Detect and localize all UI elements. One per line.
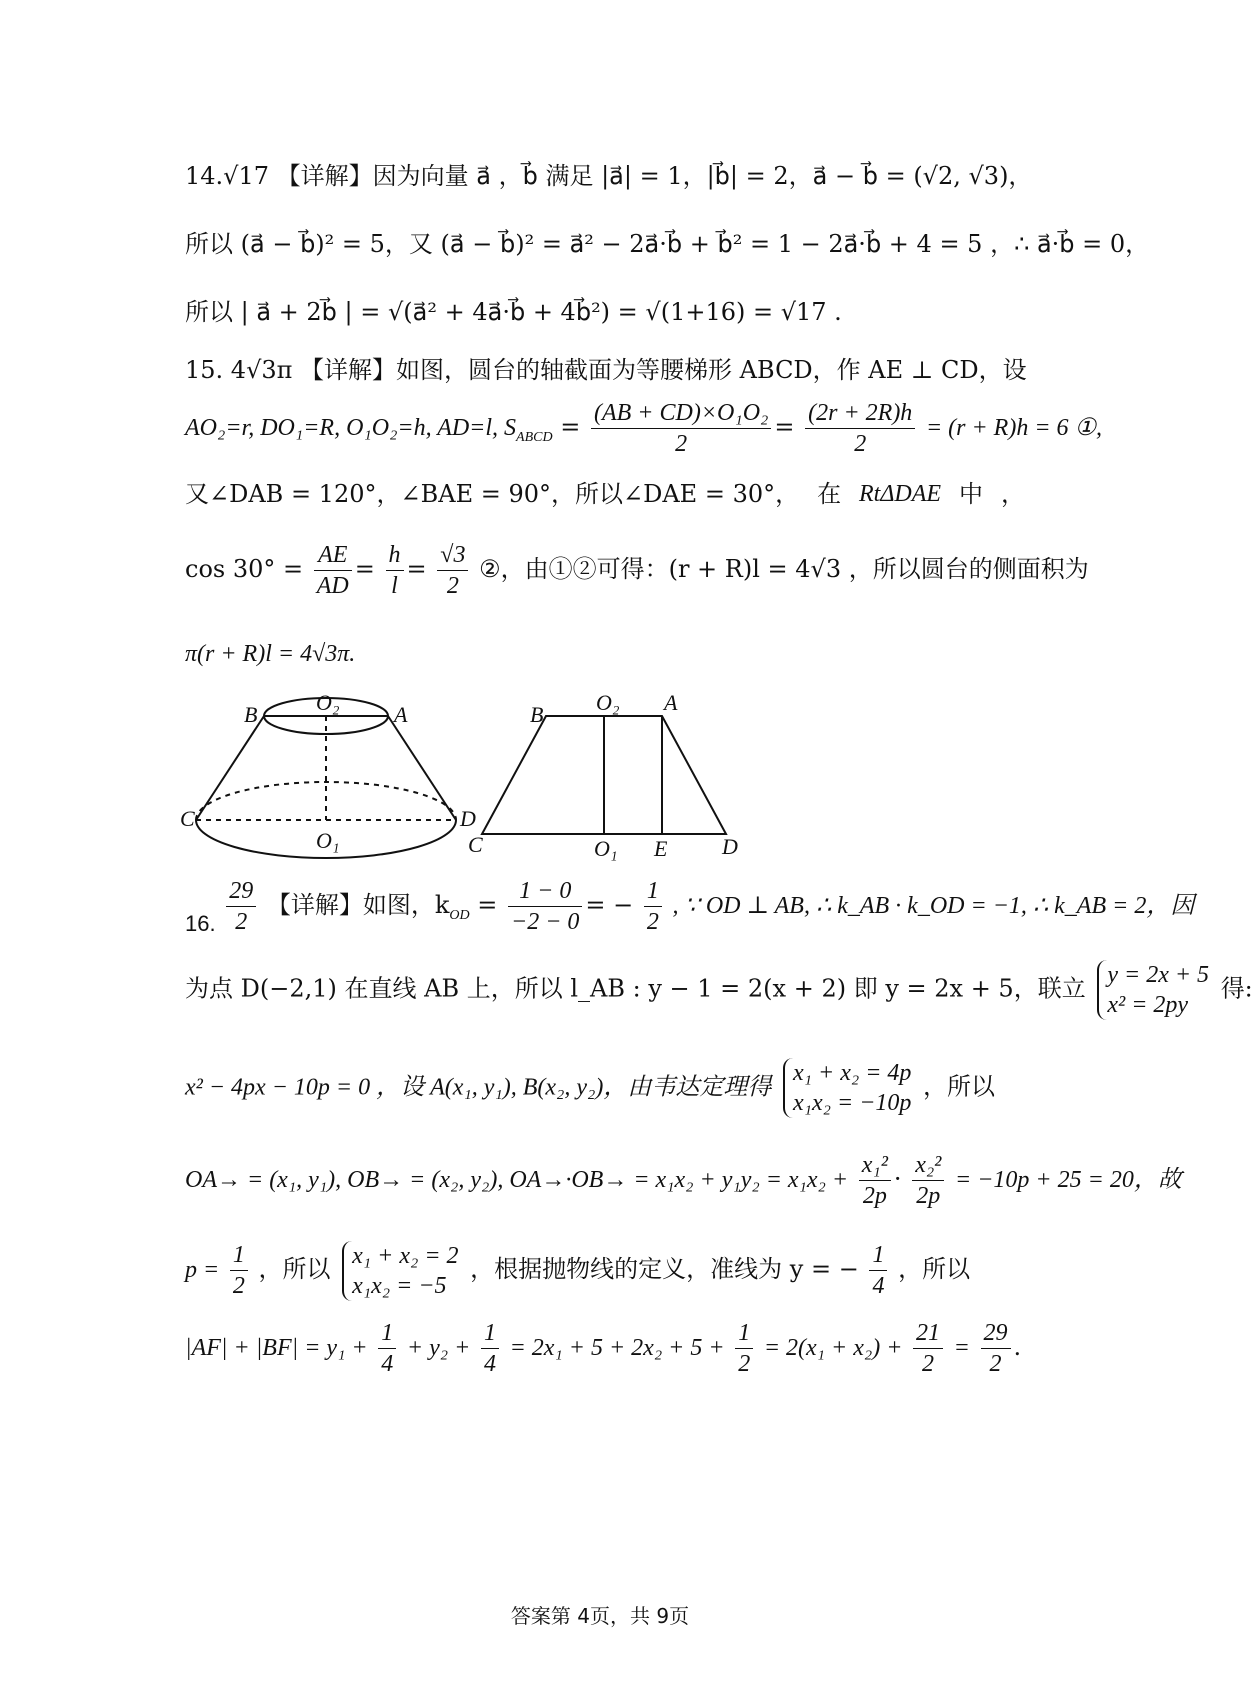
p16-de: 得: [1220, 974, 1253, 1003]
frustum-label-C: C [180, 806, 195, 831]
p15-line-3 [185, 478, 1025, 510]
frustum-label-D: D [460, 806, 476, 831]
frustum-label-A: A [394, 702, 408, 727]
p16-number: 16. [185, 911, 216, 936]
p16-fraction-8 [481, 1318, 499, 1379]
p15-triangle-name: RtΔDAE [859, 481, 942, 507]
p16-line-2 [185, 960, 1253, 1020]
p16-system-1 [1097, 960, 1209, 1020]
frustum-label-O2: O₂ [316, 690, 340, 715]
p14-line-1: 14.√17 【详解】因为向量 a⃗ ，b⃗ 满足 |a⃗| = 1，|b⃗| = 2，a⃗ − b⃗ = (√2, √3)， [185, 162, 1033, 190]
trapezoid-label-C: C [468, 832, 483, 857]
p16-fraction-4 [912, 1150, 944, 1211]
p16-slope-text: , ∵ OD ⊥ AB, ∴ k_AB · k_OD = −1, ∴ k_AB = 2，因 [672, 893, 1195, 919]
fraction-denominator: 2p [862, 1183, 887, 1209]
trapezoid-label-A: A [664, 690, 678, 715]
p15-fraction-4 [386, 540, 404, 601]
p16-fraction-5 [230, 1240, 248, 1301]
fraction-numerator: 1 [869, 1240, 887, 1271]
fraction-numerator: (AB + CD)×O₁O₂ [591, 398, 771, 429]
fraction-denominator: 2 [922, 1351, 935, 1377]
page-footer: 答案第 4页，共 9页 [510, 1604, 690, 1628]
p15-line-4: cos 30° = $\frac{AE}{AD}$ = $\frac{h}{l}$ = $\frac{√3}{2}$ ②，由①②可得：(r + R)l = 4√3 ，所以圆台的侧面积为 [185, 542, 1089, 599]
p15-conclusion: ②，由①②可得：(r + R)l = 4√3 ，所以圆台的侧面积为 [479, 555, 1089, 583]
p15-line-5: π(r + R)l = 4√3π. [185, 641, 356, 667]
p15-line-2: AO₂=r, DO₁=R, O₁O₂=h, AD=l, $S_{ABCD}$ = $\frac{\text{(AB + CD)×O₁O₂}}{2}$ = $\frac{(2r + 2R)h}{2}$ = (r + R)h = 6 ①, [185, 400, 1103, 457]
p16-fraction-1 [508, 876, 582, 937]
system-row: x² = 2py [1107, 992, 1189, 1018]
fraction-numerator: 29 [226, 876, 256, 907]
p15-angle-zai: 在 [817, 480, 842, 508]
fraction-denominator: 2 [232, 1273, 245, 1299]
fraction-denominator: 2p [916, 1183, 941, 1209]
p16-line-1: 16. $\frac{29}{2}$ 【详解】如图，$k_{OD}$ = $\frac{1 - 0}{-2 - 0}$ = − $\frac{1}{2}$ , ∵ OD ⊥ AB, ∴ k_AB · k_OD = −1, ∴ k_AB = 2，因 [185, 878, 1195, 936]
fraction-numerator: h [386, 540, 404, 571]
p16-p-lhs: p = [185, 1257, 220, 1283]
p15-angle-comma: ， [1001, 480, 1025, 508]
fraction-numerator: √3 [437, 540, 468, 571]
system-row: x₁ + x₂ = 4p [793, 1060, 912, 1086]
p15-angle-zhong: 中 [959, 480, 984, 508]
fraction-numerator: (2r + 2R)h [805, 398, 915, 429]
system-row: x₁x₂ = −10p [793, 1090, 912, 1116]
fraction-numerator: 21 [913, 1318, 943, 1349]
fraction-denominator: 2 [738, 1351, 751, 1377]
p16-intro: 【详解】如图，k [266, 891, 450, 919]
trapezoid-label-O1: O₁ [594, 836, 618, 861]
p16-fraction-7 [378, 1318, 396, 1379]
p16-suoyi-1: ，所以 [923, 1072, 996, 1101]
fraction-numerator: 1 [378, 1318, 396, 1349]
p16-answer [226, 876, 256, 937]
p16-dot-result: = −10p + 25 = 20，故 [955, 1167, 1182, 1193]
p16-line-eq: 为点 D(−2,1) 在直线 AB 上，所以 l_AB : y − 1 = 2(x + 2) 即 y = 2x + 5，联立 [185, 974, 1086, 1003]
fraction-denominator: 2 [675, 431, 688, 457]
p15-cos-lhs: cos 30° = [185, 555, 304, 583]
p16-sum-e: = [953, 1335, 970, 1361]
fraction-numerator: AE [314, 540, 352, 571]
frustum-right-side [388, 716, 456, 820]
p16-system-3 [342, 1241, 458, 1301]
p15-fraction-5 [437, 540, 468, 601]
p16-directrix: ，根据抛物线的定义，准线为 y = − [470, 1255, 859, 1283]
fraction-denominator: 2 [646, 909, 659, 935]
p16-fraction-10 [913, 1318, 943, 1379]
p15-fraction-1 [591, 398, 771, 459]
p16-dot-product: OA→ = (x₁, y₁), OB→ = (x₂, y₂), OA→·OB→ = x₁x₂ + y₁y₂ = x₁x₂ + [185, 1167, 849, 1193]
frustum-label-O1: O₁ [316, 828, 340, 853]
p15-area-subscript: ABCD [516, 429, 553, 445]
p14-line-3: 所以 | a⃗ + 2b⃗ | = √(a⃗² + 4a⃗·b⃗ + 4b⃗²) = √(1+16) = √17 . [185, 298, 842, 326]
trapezoid-label-B: B [530, 702, 544, 727]
p16-sum-d: = 2(x₁ + x₂) + [763, 1335, 903, 1361]
p15-equation-1: = (r + R)h = 6 ①, [925, 415, 1103, 441]
fraction-numerator: x₂² [912, 1150, 944, 1181]
fraction-denominator: 2 [235, 909, 248, 935]
p16-sum-c: = 2x₁ + 5 + 2x₂ + 5 + [509, 1335, 725, 1361]
p16-line-5 [185, 1240, 1025, 1301]
frustum-left-side [196, 716, 264, 820]
fraction-denominator: l [391, 573, 398, 599]
fraction-denominator: 2 [854, 431, 867, 457]
p16-line-4: OA→ = (x₁, y₁), OB→ = (x₂, y₂), OA→·OB→ = x₁x₂ + y₁y₂ = x₁x₂ + $\frac{\text{x₁²}}{2p}$ · $\frac{\text{x₂²}}{2p}$ = −10p + 25 = 20，故 [185, 1152, 1182, 1209]
fraction-numerator: 1 − 0 [508, 876, 582, 907]
p15-given-lengths: AO₂=r, DO₁=R, O₁O₂=h, AD=l, S [185, 415, 517, 441]
p14-line-2: 所以 (a⃗ − b⃗)² = 5，又 (a⃗ − b⃗)² = a⃗² − 2a⃗·b⃗ + b⃗² = 1 − 2a⃗·b⃗ + 4 = 5 ，∴ a⃗·b⃗ = 0， [185, 230, 1150, 258]
p16-fraction-11 [981, 1318, 1011, 1379]
fraction-denominator: −2 − 0 [511, 909, 580, 935]
p16-line-3 [185, 1058, 1025, 1118]
p16-sum-b: + y₂ + [406, 1335, 471, 1361]
fraction-numerator: 1 [735, 1318, 753, 1349]
fraction-denominator: 4 [483, 1351, 496, 1377]
p15-angle-text: 又∠DAB = 120°，∠BAE = 90°，所以∠DAE = 30°， [185, 480, 800, 508]
system-row: y = 2x + 5 [1107, 962, 1210, 988]
p15-fraction-2 [805, 398, 915, 459]
p16-quadratic: x² − 4px − 10p = 0 ，设 A(x₁, y₁), B(x₂, y₂)，由韦达定理得 [185, 1074, 772, 1101]
fraction-numerator: 1 [481, 1318, 499, 1349]
trapezoid-label-D: D [722, 834, 738, 859]
p16-fraction-9 [735, 1318, 753, 1379]
p16-line-6 [185, 1318, 1025, 1379]
fraction-numerator: 1 [230, 1240, 248, 1271]
fraction-denominator: 4 [381, 1351, 394, 1377]
fraction-numerator: 29 [981, 1318, 1011, 1349]
fraction-denominator: 4 [872, 1273, 885, 1299]
trapezoid-label-O2: O₂ [596, 690, 620, 715]
fraction-denominator: AD [316, 573, 349, 599]
p16-fraction-2 [644, 876, 662, 937]
p16-fraction-3 [859, 1150, 891, 1211]
trapezoid-label-E: E [654, 836, 668, 861]
system-row: x₁x₂ = −5 [352, 1272, 447, 1299]
system-row: x₁ + x₂ = 2 [352, 1242, 459, 1269]
fraction-numerator: 1 [644, 876, 662, 907]
p16-suoyi-2: ，所以 [258, 1255, 331, 1283]
fraction-denominator: 2 [989, 1351, 1002, 1377]
p16-system-2 [783, 1058, 911, 1118]
fraction-denominator: 2 [446, 573, 459, 599]
frustum-label-B: B [244, 702, 258, 727]
p16-period: . [1013, 1333, 1022, 1361]
p16-k-subscript: OD [449, 907, 470, 923]
p15-fraction-3 [314, 540, 352, 601]
p16-sum-lhs: |AF| + |BF| = y₁ + [185, 1335, 368, 1361]
fraction-numerator: x₁² [859, 1150, 891, 1181]
p16-suoyi-3: ，所以 [898, 1255, 971, 1283]
axial-trapezoid [482, 716, 726, 834]
p16-fraction-6 [869, 1240, 887, 1301]
p15-line-1: 15. 4√3π 【详解】如图，圆台的轴截面为等腰梯形 ABCD，作 AE ⊥ CD，设 [185, 356, 1027, 384]
frustum-figure [0, 692, 1200, 862]
